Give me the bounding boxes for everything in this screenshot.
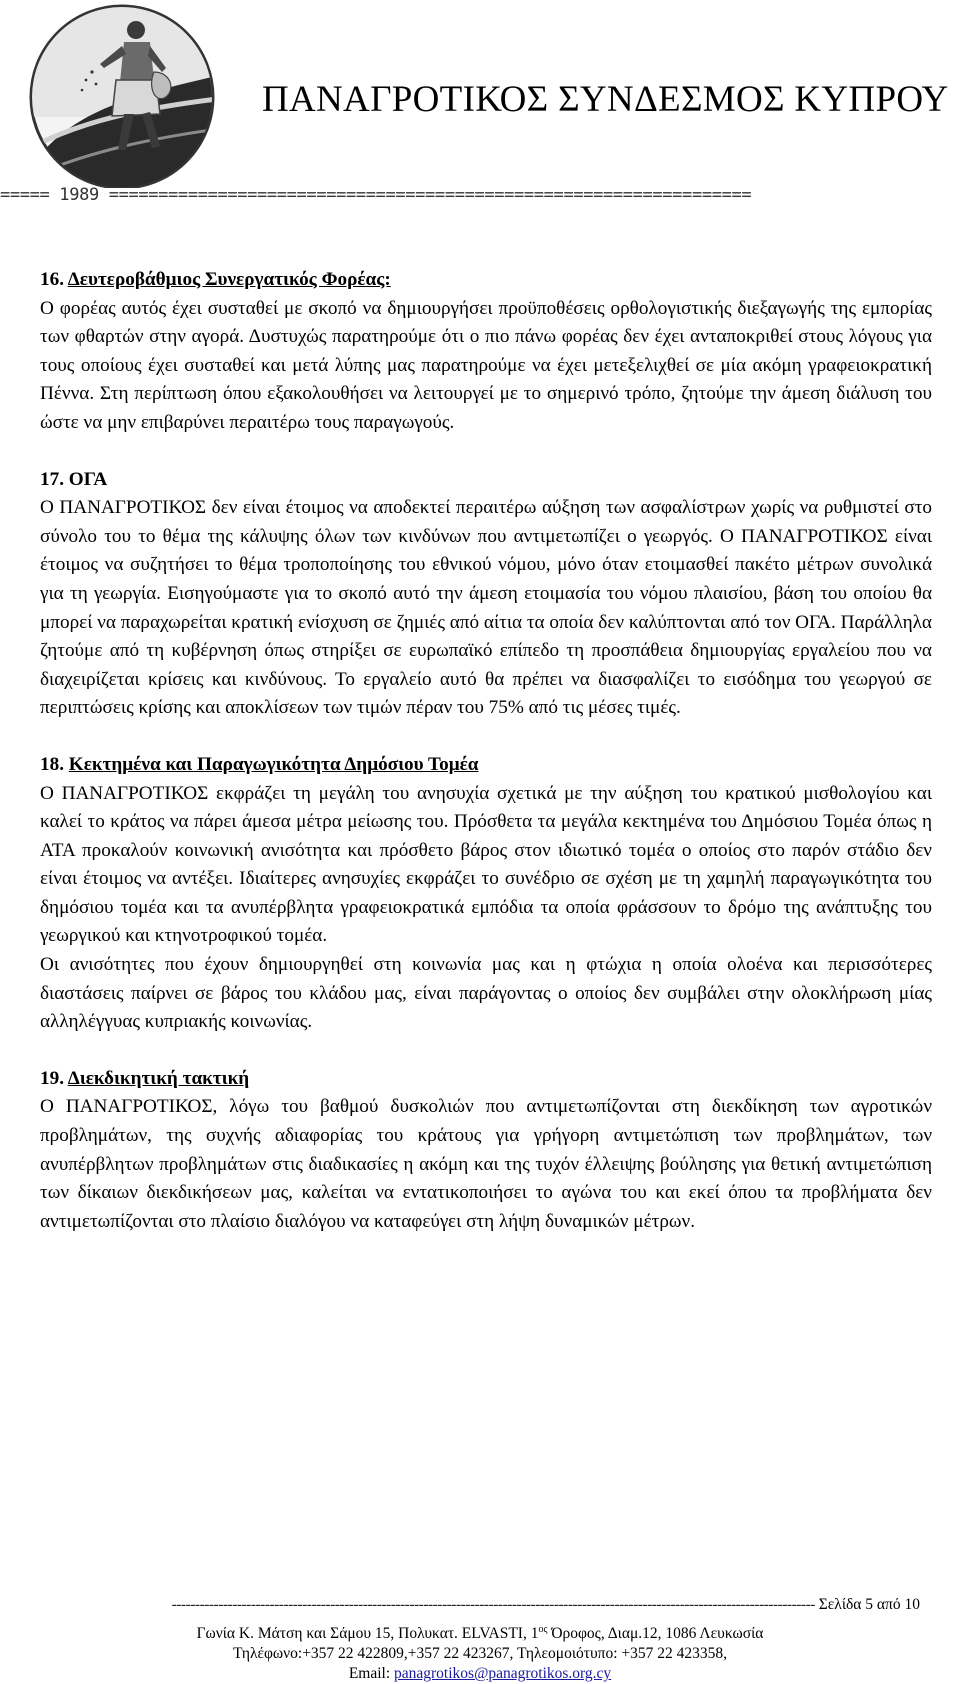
page-number: Σελίδα 5 από 10 — [818, 1596, 920, 1613]
section-number: 17. — [40, 468, 64, 490]
section-16 — [40, 266, 932, 438]
footer-email-line — [0, 1664, 960, 1684]
section-heading — [40, 266, 932, 295]
section-title: Κεκτημένα και Παραγωγικότητα Δημόσιου Τομέα — [68, 753, 479, 775]
section-paragraph: Ο ΠΑΝΑΓΡΟΤΙΚΟΣ, λόγω του βαθμού δυσκολιών που αντιμετωπίζονται στη διεκδίκηση των αγροτικών προβλημάτων, της συχνής αδιαφορίας του κράτους για γρήγορη αντιμετώπιση των προβλημάτων, των ανυπέρβλητων προβλημάτων στις διαδικασίες η ακόμη και της τυχόν έλλειψης βούλησης για θετική αντιμετώπιση των δίκαιων διεκδικήσεων μας, καλείται να εντατικοποιήσει το αγώνα του και εκεί όπου τα προβλήματα δεν αντιμετωπίζονται στο πλαίσιο διαλόγου να καταφεύγει στη λήψη δυναμικών μέτρων. — [40, 1096, 932, 1232]
footer — [0, 1620, 960, 1684]
document-body — [40, 266, 932, 1264]
section-18 — [40, 751, 932, 1037]
section-heading — [40, 466, 932, 495]
section-heading — [40, 751, 932, 780]
section-19 — [40, 1065, 932, 1237]
header-founded-rule: ===== 1989 ================================================================= — [0, 185, 752, 205]
section-17 — [40, 466, 932, 723]
section-paragraph: Ο φορέας αυτός έχει συσταθεί με σκοπό να δημιουργήσει προϋποθέσεις ορθολογιστικής διεξαγωγής της εμπορίας των φθαρτών στην αγορά. Δυστυχώς παρατηρούμε ότι ο πιο πάνω φορέας δεν έχει ανταποκριθεί στους λόγους για τους οποίους έχει συσταθεί και μετά λύπης μας παρατηρούμε να έχει μετεξελιχθεί σε μία ακόμη γραφειοκρατική Πέννα. Στη περίπτωση όπου εξακολουθήσει να λειτουργεί με το σημερινό τρόπο, ζητούμε την άμεση διάλυση του ώστε να μην επιβαρύνει περαιτέρω τους παραγωγούς. — [40, 297, 932, 433]
section-paragraph: Ο ΠΑΝΑΓΡΟΤΙΚΟΣ εκφράζει τη μεγάλη του ανησυχία σχετικά με την αύξηση του κρατικού μισθολογίου και καλεί το κράτος να πάρει άμεσα μέτρα μείωσης του. Πρόσθετα τα μεγάλα κεκτημένα του Δημόσιου Τομέα όπως η ΑΤΑ προκαλούν κοινωνική ανισότητα και πρόσθετο βάρος στον ιδιωτικό τομέα ο οποίος στο παρόν στάδιο δεν είναι έτοιμος να αντέξει. Ιδιαίτερες ανησυχίες εκφράζει το συνέδριο σε σχέση με τη χαμηλή παραγωγικότητα του δημόσιου τομέα και τα ανυπέρβλητα γραφειοκρατικά εμπόδια τα οποία φράσσουν το δρόμο της ανάπτυξης του γεωργικού και κτηνοτροφικού τομέα. — [40, 782, 932, 947]
organization-logo — [4, 2, 240, 188]
email-link[interactable]: panagrotikos@panagrotikos.org.cy — [394, 1665, 612, 1683]
section-number: 19. — [40, 1067, 64, 1089]
section-title: Διεκδικητική τακτική — [67, 1067, 250, 1089]
floor-superscript: ος — [538, 1624, 548, 1635]
section-number: 16. — [40, 269, 64, 290]
address-text-cont: Όροφος, Διαμ.12, 1086 Λευκωσία — [547, 1625, 764, 1643]
footer-address — [0, 1620, 960, 1644]
section-paragraph: Ο ΠΑΝΑΓΡΟΤΙΚΟΣ δεν είναι έτοιμος να αποδεκτεί περαιτέρω αύξηση των ασφαλίστρων χωρίς να ρυθμιστεί στο σύνολο του το θέμα της κάλυψης όλων των κινδύνων που αντιμετωπίζει ο γεωργός. Ο ΠΑΝΑΓΡΟΤΙΚΟΣ είναι έτοιμος να συζητήσει το θέμα τροποποίησης του εθνικού νόμου, μόνο όταν ετοιμασθεί πακέτο μέτρων συνολικά για τη γεωργία. Εισηγούμαστε για το σκοπό αυτό την άμεση ετοιμασία του νόμου πλαισίου, βάση του οποίου θα μπορεί να παραχωρείται κρατική ενίσχυση σε ζημιές από αίτια τα οποία δεν καλύπτονται από τον ΟΓΑ. Παράλληλα ζητούμε από τη κυβέρνηση όπως στηρίξει σε ευρωπαϊκό επίπεδο τη προσπάθεια δημιουργίας εργαλείου που να διαχειρίζεται κρίσεις και κινδύνους. Το εργαλείο αυτό θα πρέπει να διασφαλίζει το εισόδημα του γεωργού σε περιπτώσεις κρίσης και αποκλίσεων των τιμών πέραν του 75% από τις μέσες τιμές. — [40, 497, 932, 719]
organization-title: ΠΑΝΑΓΡΟΤΙΚΟΣ ΣΥΝΔΕΣΜΟΣ ΚΥΠΡΟΥ — [262, 79, 949, 120]
section-title: Δευτεροβάθμιος Συνεργατικός Φορέας: — [67, 269, 391, 290]
footer-rule — [40, 1596, 920, 1614]
section-title: ΟΓΑ — [68, 468, 108, 490]
footer-dashes: ------------------------------------------------------------------------------------------------------------------------------------------ — [171, 1596, 815, 1613]
footer-phones: Τηλέφωνο:+357 22 422809,+357 22 423267, Τηλεομοιότυπο: +357 22 423358, — [232, 1645, 728, 1663]
address-text: Γωνία Κ. Μάτση και Σάμου 15, Πολυκατ. ELVASTI, 1 — [196, 1625, 539, 1643]
section-heading — [40, 1065, 932, 1094]
section-paragraph: Οι ανισότητες που έχουν δημιουργηθεί στη κοινωνία μας και η φτώχια η οποία ολοένα και περισσότερες διαστάσεις παίρνει σε βάρος του κλάδου μας, είναι παράγοντας ο οποίος δεν συμβάλει στην ολοκλήρωση μίας αλληλέγγυας κυπριακής κοινωνίας. — [40, 954, 932, 1033]
email-label: Email: — [348, 1665, 395, 1683]
section-number: 18. — [40, 753, 64, 775]
